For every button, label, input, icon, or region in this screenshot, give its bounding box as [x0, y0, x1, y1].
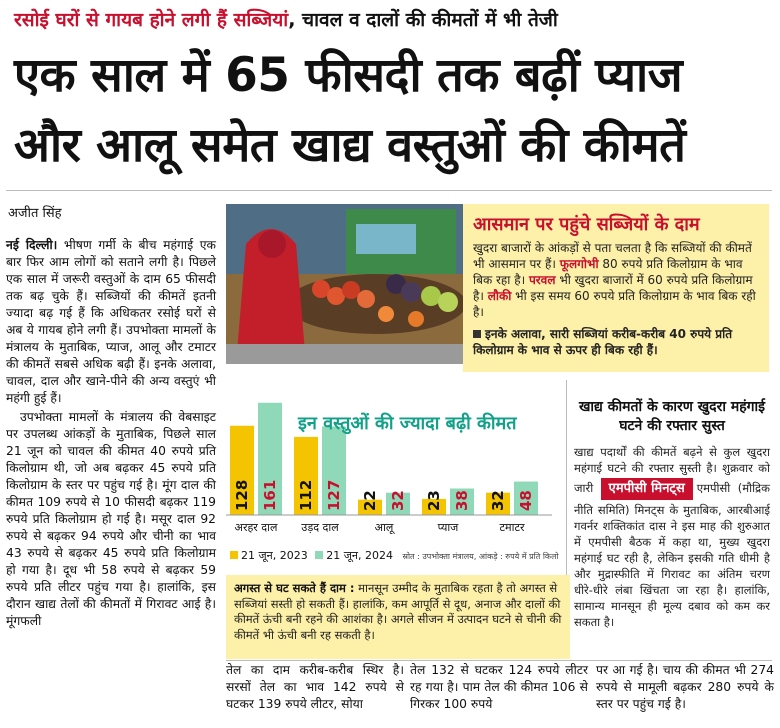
chart-title: इन वस्तुओं की ज्यादा बढ़ी कीमत: [298, 413, 517, 434]
paragraph-1-text: भीषण गर्मी के बीच महंगाई एक बार फिर आम लोगों को सताने लगी है। पिछले एक साल में जरूरी वस्तुओं के दाम 65 फीसदी तक बढ़ चुके हैं। सब्जियों की कीमतें इतनी ज्यादा बढ़ गई हैं कि अधिकतर रसोई घरों से अब ये गायब होने लगी हैं। उपभोक्ता मामलों के मंत्रालय के मुताबिक, प्याज, आलू और टमाटर की कीमतें सबसे अधिक बढ़ी हैं। इनके अलावा, चावल, दाल और खाने-पीने की अन्य वस्तुएं भी महंगी हुई हैं।: [6, 238, 216, 405]
kicker-sep: ,: [288, 9, 296, 31]
vegbox-text-a: खुदरा बाजारों के आंकड़ों से पता चलता है कि सब्जियों की कीमतें भी आसमान पर हैं।: [473, 241, 752, 271]
data-label-3-0: 23: [425, 490, 443, 511]
vegbox-text-d: भी खुदरा बाजारों में 60 रुपये प्रति किलोग्राम है।: [473, 273, 753, 303]
divider: [6, 190, 772, 191]
paragraph-2: उपभोक्ता मामलों के मंत्रालय की वेबसाइट पर उपलब्ध आंकड़ों के मुताबिक, पिछले साल 21 जून को चावल की कीमत 40 रुपये प्रति किलोग्राम थी, जो अब बढ़कर 45 रुपये प्रति किलोग्राम के स्तर पर पहुंच गई है। मूंग दाल की कीमत 109 रुपये से 10 फीसदी बढ़कर 119 रुपये प्रति किलोग्राम हो गई है। मसूर दाल 92 रुपये से बढ़कर 94 रुपये और चीनी का भाव 43 रुपये से बढ़कर 45 रुपये प्रति किलोग्राम हो गया है। दूध भी 58 रुपये से बढ़कर 59 रुपये प्रति लीटर पहुंच गया है। हालांकि, इस दौरान खाद्य तेलों की कीमतों में गिरावट आई है। मूंगफली: [6, 410, 216, 628]
bottom-column-3: पर आ गई है। चाय की कीमत भी 274 रुपये से मामूली बढ़कर 280 रुपये के स्तर पर पहुंच गई है।: [596, 663, 774, 711]
kicker-red: रसोई घरों से गायब होने लगी हैं सब्जियां: [14, 9, 289, 31]
category-label-4: टमाटर: [499, 521, 525, 534]
paragraph-1: [6, 237, 216, 407]
legend-2023: 21 जून, 2023: [241, 549, 308, 562]
rstory-title: खाद्य कीमतों के कारण खुदरा महंगाई घटने की रफ्तार सुस्त: [578, 399, 766, 434]
byline: अजीत सिंह: [8, 206, 62, 221]
kicker: [14, 6, 558, 32]
vegbox-lauki: लौकी: [487, 289, 512, 303]
rstory-text: [574, 444, 770, 630]
vegbox-title: आसमान पर पहुंचे सब्जियों के दाम: [473, 214, 700, 235]
vegbox-parwal: परवल: [528, 273, 556, 287]
bottom-column-1: तेल का दाम करीब-करीब स्थिर है। सरसों तेल का भाव 142 रुपये से घटकर 139 रुपये लीटर, सोया: [226, 663, 404, 711]
data-label-1-1: 127: [325, 479, 343, 511]
mpc-minutes-badge: एमपीसी मिनट्स: [601, 478, 693, 500]
bullet-icon: [473, 330, 481, 338]
retail-inflation-story: [574, 398, 770, 630]
category-label-3: प्याज: [437, 521, 459, 534]
chart-source: स्रोत : उपभोक्ता मंत्रालय, आंकड़े : रुपये में प्रति किलो: [402, 552, 559, 561]
data-label-1-0: 112: [297, 479, 315, 511]
august-price-box: [226, 575, 570, 659]
augbox-lead: अगस्त से घट सकते हैं दाम :: [234, 581, 355, 595]
bottom-column-2: तेल 132 से घटकर 124 रुपये लीटर रह गया है। पाम तेल की कीमत 106 से गिरकर 100 रुपये: [410, 663, 588, 711]
category-label-0: अरहर दाल: [234, 521, 278, 534]
data-label-0-1: 161: [261, 479, 279, 511]
data-label-2-0: 22: [361, 490, 379, 511]
vegbox-text-2: [473, 326, 759, 358]
data-label-0-0: 128: [233, 479, 251, 511]
dateline: नई दिल्ली।: [6, 238, 58, 252]
data-label-3-1: 38: [453, 490, 471, 511]
vegetable-price-box: [463, 204, 769, 372]
vegbox-text-e: भी इस समय 60 रुपये प्रति किलोग्राम के भाव बिक रही है।: [473, 289, 756, 319]
category-label-1: उड़द दाल: [301, 521, 339, 534]
article-column-1: [6, 237, 216, 632]
legend-2024: 21 जून, 2024: [326, 549, 393, 562]
vegbox-cauliflower: फूलगोभी: [559, 257, 599, 271]
bottom-divider: [226, 660, 772, 661]
headline-line1: एक साल में 65 फीसदी तक बढ़ीं प्याज: [14, 48, 683, 103]
vegbox-text-2-content: इनके अलावा, सारी सब्जियां करीब-करीब 40 रुपये प्रति किलोग्राम के भाव से ऊपर ही बिक रही हैं।: [473, 327, 733, 357]
headline-line2: और आलू समेत खाद्य वस्तुओं की कीमतें: [14, 118, 686, 173]
kicker-black: चावल व दालों की कीमतों में भी तेजी: [302, 9, 558, 31]
price-chart-svg: [226, 385, 556, 545]
data-label-4-1: 48: [517, 490, 535, 511]
augbox-text: मानसून उम्मीद के मुताबिक रहता है तो अगस्त से सब्जियां सस्ती हो सकती हैं। हालांकि, कम आपूर्ति से दूध, अनाज और दालों की कीमतें ऊंची बनी रहने की आशंका है। अगले सीजन में उत्पादन घटने से चीनी की कीमतें भी ऊंची बनी रह सकती है।: [234, 581, 562, 642]
vegbox-text: [473, 240, 759, 320]
rstory-text-2: एमपीसी (मौद्रिक नीति समिति) मिनट्स के मुताबिक, आरबीआई गवर्नर शक्तिकांत दास ने इस माह की शुरुआत में एमपीसी बैठक में कहा था, मुख्य खुदरा महंगाई घट रही है, लेकिन इसकी गति धीमी है और मुद्रास्फीति में गिरावट का अंतिम चरण धीरे-धीरे लंबा खिंचता जा रहा है। हालांकि, सामान्य मानसून ही मूल्य दबाव को कम कर सकता है।: [574, 481, 770, 629]
market-photo: [226, 204, 476, 364]
category-label-2: आलू: [374, 521, 394, 534]
chart-legend: [226, 548, 559, 563]
data-label-4-0: 32: [489, 490, 507, 511]
rstory-text-1: खाद्य पदार्थों की कीमतें बढ़ने से कुल खुदरा महंगाई घटने की रफ्तार सुस्ती है। शुक्रवार को जारी: [574, 445, 770, 495]
legend-swatch-2024: [315, 551, 323, 559]
legend-swatch-2023: [230, 551, 238, 559]
vegetable-market-image: [226, 204, 476, 364]
data-label-2-1: 32: [389, 490, 407, 511]
price-chart: [226, 385, 556, 575]
vegbox-text-c: 80 रुपये प्रति किलोग्राम के भाव बिक रहा है।: [473, 257, 743, 287]
